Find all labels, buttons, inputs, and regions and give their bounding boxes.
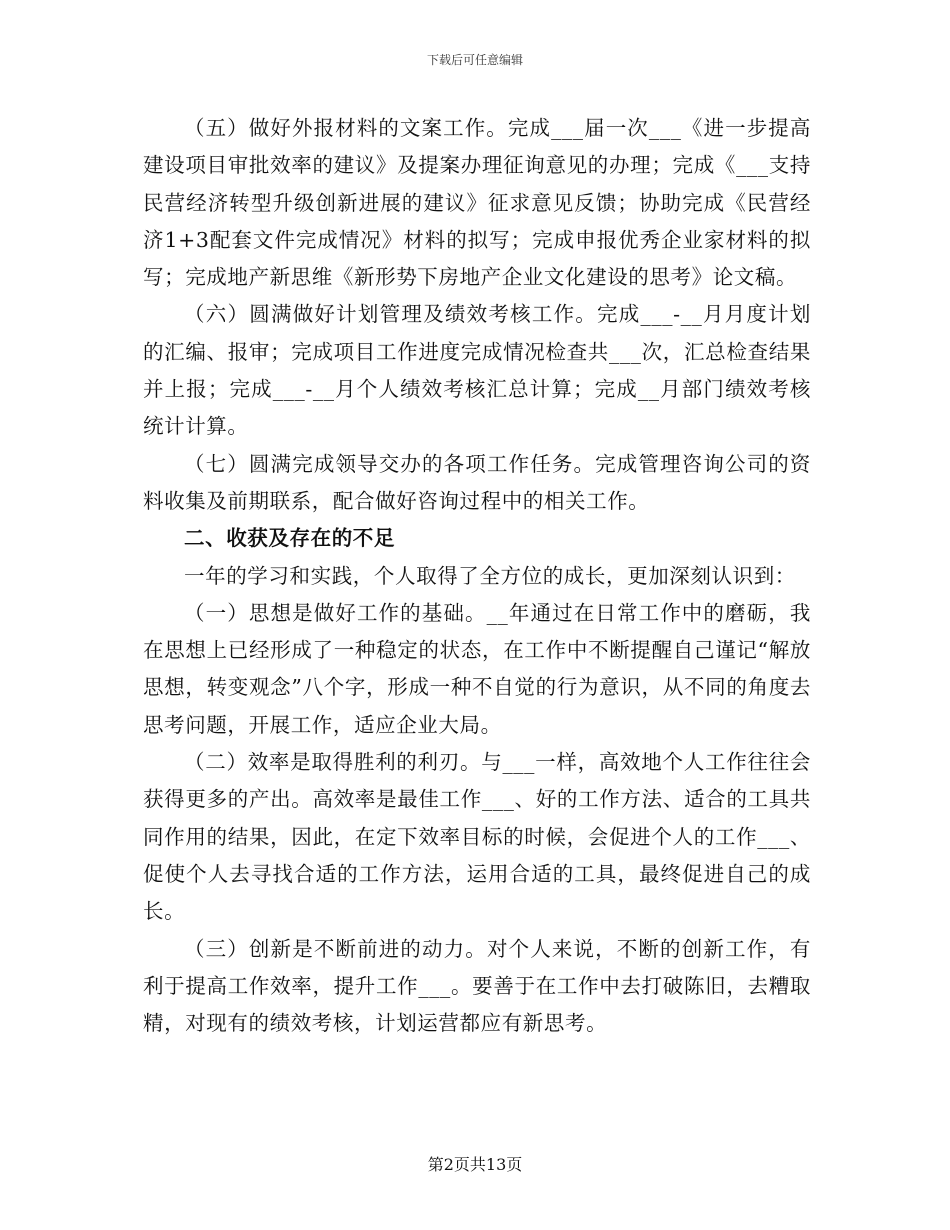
paragraph-seven: （七）圆满完成领导交办的各项工作任务。完成管理咨询公司的资料收集及前期联系，配合做好咨询过程中的相关工作。 (143, 451, 811, 513)
page-number: 第2页共13页 (427, 1155, 523, 1174)
paragraph-five: （五）做好外报材料的文案工作。完成___届一次___《进一步提高建设项目审批效率的建议》及提案办理征询意见的办理；完成《___支持民营经济转型升级创新进展的建议》征求意见反馈；协助完成《民营经济1+3配套文件完成情况》材料的拟写；完成申报优秀企业家材料的拟写；完成地产新思维《新形势下房地产企业文化建设的思考》论文稿。 (143, 116, 811, 290)
paragraph-intro: 一年的学习和实践，个人取得了全方位的成长，更加深刻认识到： (184, 563, 796, 588)
section-heading: 二、收获及存在的不足 (184, 526, 395, 551)
page-header: 下载后可任意编辑 (426, 53, 523, 67)
document-body (143, 110, 811, 1042)
paragraph-innovation: （三）创新是不断前进的动力。对个人来说，不断的创新工作，有利于提高工作效率，提升工作___。要善于在工作中去打破陈旧，去糟取精，对现有的绩效考核，计划运营都应有新思考。 (143, 936, 811, 1036)
paragraph-efficiency: （二）效率是取得胜利的利刃。与___一样，高效地个人工作往往会获得更多的产出。高效率是最佳工作___、好的工作方法、适合的工具共同作用的结果，因此，在定下效率目标的时候，会促进个人的工作___、促使个人去寻找合适的工作方法，运用合适的工具，最终促进自己的成长。 (143, 750, 811, 924)
paragraph-six: （六）圆满做好计划管理及绩效考核工作。完成___-__月月度计划的汇编、报审；完成项目工作进度完成情况检查共___次，汇总检查结果并上报；完成___-__月个人绩效考核汇总计算；完成__月部门绩效考核统计计算。 (143, 302, 811, 439)
paragraph-thought: （一）思想是做好工作的基础。__年通过在日常工作中的磨砺，我在思想上已经形成了一种稳定的状态，在工作中不断提醒自己谨记“解放思想，转变观念”八个字，形成一种不自觉的行为意识，从不同的角度去思考问题，开展工作，适应企业大局。 (143, 600, 811, 737)
